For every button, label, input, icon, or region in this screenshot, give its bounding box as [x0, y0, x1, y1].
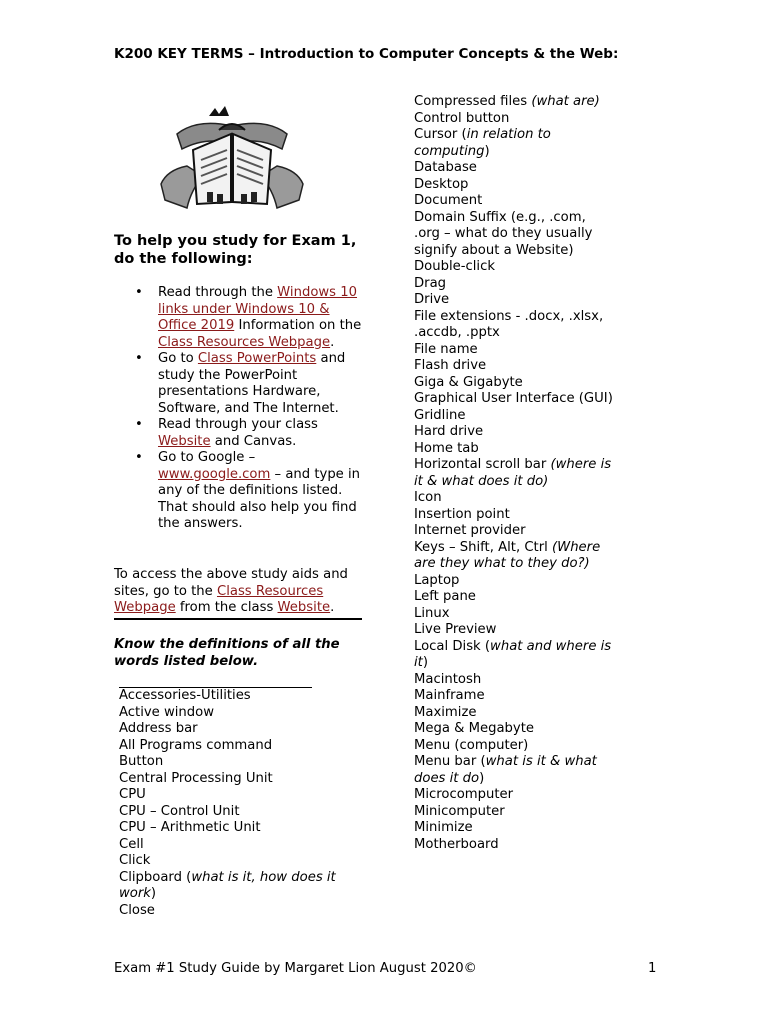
list-item: [414, 490, 614, 507]
list-item: [414, 820, 614, 837]
list-item: [414, 276, 614, 293]
term-text: Icon: [414, 490, 442, 505]
study-steps-list: [114, 285, 364, 533]
list-item: [158, 417, 364, 450]
terms-list-right: [414, 94, 614, 853]
list-item: [414, 457, 614, 490]
list-item: [414, 375, 614, 392]
list-item: [119, 688, 359, 705]
term-text: Live Preview: [414, 622, 497, 637]
term-text: Accessories-Utilities: [119, 688, 251, 703]
term-text: Motherboard: [414, 836, 499, 852]
term-text: Horizontal scroll bar: [414, 457, 551, 472]
divider: [114, 618, 362, 620]
page-number: 1: [648, 961, 657, 976]
term-text: File extensions - .docx, .xlsx, .accdb, .pptx: [414, 308, 604, 340]
list-item: [119, 820, 359, 837]
term-text: Laptop: [414, 572, 460, 588]
term-text: Click: [119, 853, 151, 868]
list-item: [119, 870, 359, 903]
list-item: [414, 391, 614, 408]
term-note: what is it & what does it do: [414, 754, 597, 786]
list-item: [414, 606, 614, 623]
term-text: CPU – Arithmetic Unit: [119, 820, 261, 835]
list-item: [414, 408, 614, 425]
term-note: what and where is it: [414, 638, 612, 670]
page-footer: Exam #1 Study Guide by Margaret Lion August 2020©: [114, 961, 477, 976]
term-text: Button: [119, 754, 164, 769]
list-item: [119, 787, 359, 804]
list-item: [158, 450, 364, 533]
term-text: Minicomputer: [414, 803, 505, 819]
term-text: Drive: [414, 292, 450, 307]
class-resources-link[interactable]: Class Resources Webpage: [158, 334, 331, 350]
list-item: [414, 523, 614, 540]
access-paragraph: [114, 567, 364, 617]
google-link[interactable]: www.google.com: [158, 466, 271, 482]
term-text: Left pane: [414, 589, 476, 604]
term-text: Minimize: [414, 820, 473, 835]
term-text: Double-click: [414, 259, 495, 274]
access-text: .: [330, 600, 335, 615]
term-text: Internet provider: [414, 523, 526, 538]
term-text: ): [484, 143, 490, 159]
term-text: Active window: [119, 704, 215, 720]
term-text: CPU: [119, 787, 146, 802]
term-text: Insertion point: [414, 506, 510, 522]
list-item: [119, 705, 359, 722]
term-text: Mega & Megabyte: [414, 721, 535, 736]
term-text: Document: [414, 193, 483, 208]
step-text: – and type in any of the definitions listed. That should also help you find the answers.: [158, 466, 361, 531]
list-item: [119, 853, 359, 870]
list-item: [414, 292, 614, 309]
term-note: (what are): [531, 94, 600, 109]
list-item: [414, 424, 614, 441]
step-text: Information on the: [234, 318, 362, 333]
term-text: CPU – Control Unit: [119, 803, 240, 819]
list-item: [119, 754, 359, 771]
list-item: [414, 441, 614, 458]
list-item: [414, 177, 614, 194]
list-item: [119, 771, 359, 788]
list-item: [414, 111, 614, 128]
step-text: .: [330, 334, 335, 350]
list-item: [414, 309, 614, 342]
access-text: To access the above study aids and sites, go to the: [114, 567, 348, 599]
list-item: [414, 193, 614, 210]
term-text: Cursor (: [414, 127, 467, 142]
term-text: Maximize: [414, 704, 477, 720]
term-text: Menu bar (: [414, 754, 486, 769]
step-text: and study the PowerPoint presentations Hardware, Software, and The Internet.: [158, 351, 346, 416]
term-text: Desktop: [414, 176, 469, 192]
term-text: Flash drive: [414, 358, 487, 373]
step-text: and Canvas.: [210, 433, 297, 449]
step-text: Go to: [158, 351, 198, 366]
term-text: Keys – Shift, Alt, Ctrl: [414, 539, 553, 555]
study-instructions-heading: To help you study for Exam 1, do the following:: [114, 233, 357, 267]
list-item: [119, 721, 359, 738]
term-note: (where is it & what does it do): [414, 457, 612, 489]
list-item: [119, 837, 359, 854]
reading-clipart-icon: [157, 104, 307, 210]
term-text: Compressed files: [414, 94, 532, 109]
class-powerpoints-link[interactable]: Class PowerPoints: [197, 351, 317, 366]
term-text: Drag: [414, 275, 447, 291]
terms-list-left: [119, 688, 359, 919]
term-text: Control button: [414, 110, 510, 126]
step-text: Go to Google –: [158, 450, 256, 465]
website-link[interactable]: Website: [158, 433, 211, 449]
list-item: [414, 738, 614, 755]
term-text: Close: [119, 902, 155, 918]
term-text: Mainframe: [414, 688, 485, 703]
term-text: Home tab: [414, 440, 479, 456]
term-text: Giga & Gigabyte: [414, 374, 523, 390]
list-item: [119, 903, 359, 920]
definitions-heading: Know the definitions of all the words listed below.: [114, 637, 340, 669]
list-item: [414, 540, 614, 573]
term-text: ): [422, 655, 428, 670]
list-item: [414, 639, 614, 672]
term-note: what is it, how does it work: [119, 869, 336, 901]
list-item: [414, 837, 614, 854]
list-item: [119, 804, 359, 821]
term-text: Database: [414, 160, 477, 175]
term-text: Hard drive: [414, 424, 484, 439]
class-resources-link[interactable]: Class Resources Webpage: [114, 583, 324, 615]
term-text: Local Disk (: [414, 638, 491, 654]
list-item: [414, 259, 614, 276]
list-item: [119, 738, 359, 755]
term-note: (Where are they what to they do?): [414, 539, 601, 571]
list-item: [414, 342, 614, 359]
step-text: Read through the: [158, 285, 278, 300]
windows-office-link[interactable]: Windows 10 links under Windows 10 & Office 2019: [158, 285, 358, 333]
term-text: Gridline: [414, 407, 466, 423]
list-item: [414, 672, 614, 689]
list-item: [414, 721, 614, 738]
list-item: [414, 573, 614, 590]
term-note: in relation to computing: [414, 127, 551, 159]
list-item: [414, 127, 614, 160]
website-link[interactable]: Website: [277, 600, 331, 615]
term-text: Graphical User Interface (GUI): [414, 391, 613, 406]
term-text: Central Processing Unit: [119, 770, 273, 786]
term-text: All Programs command: [119, 737, 273, 753]
term-text: Linux: [414, 605, 450, 621]
term-text: Domain Suffix (e.g., .com, .org – what do they usually signify about a Website): [414, 209, 593, 258]
list-item: [414, 210, 614, 260]
list-item: [414, 705, 614, 722]
term-text: ): [150, 886, 157, 901]
list-item: [414, 94, 614, 111]
term-text: Cell: [119, 836, 144, 852]
term-text: Macintosh: [414, 671, 482, 687]
step-text: Read through your class: [158, 417, 318, 432]
list-item: [414, 507, 614, 524]
list-item: [414, 787, 614, 804]
list-item: [414, 358, 614, 375]
term-text: Address bar: [119, 721, 198, 736]
term-text: ): [479, 770, 485, 786]
page-title: K200 KEY TERMS – Introduction to Computer Concepts & the Web:: [114, 46, 619, 62]
list-item: [158, 285, 364, 351]
term-text: Clipboard (: [119, 869, 192, 885]
list-item: [414, 804, 614, 821]
list-item: [414, 688, 614, 705]
list-item: [414, 160, 614, 177]
term-text: File name: [414, 341, 478, 357]
list-item: [414, 589, 614, 606]
access-text: from the class: [175, 600, 278, 615]
term-text: Microcomputer: [414, 787, 514, 802]
list-item: [158, 351, 364, 417]
list-item: [414, 754, 614, 787]
term-text: Menu (computer): [414, 737, 529, 753]
list-item: [414, 622, 614, 639]
